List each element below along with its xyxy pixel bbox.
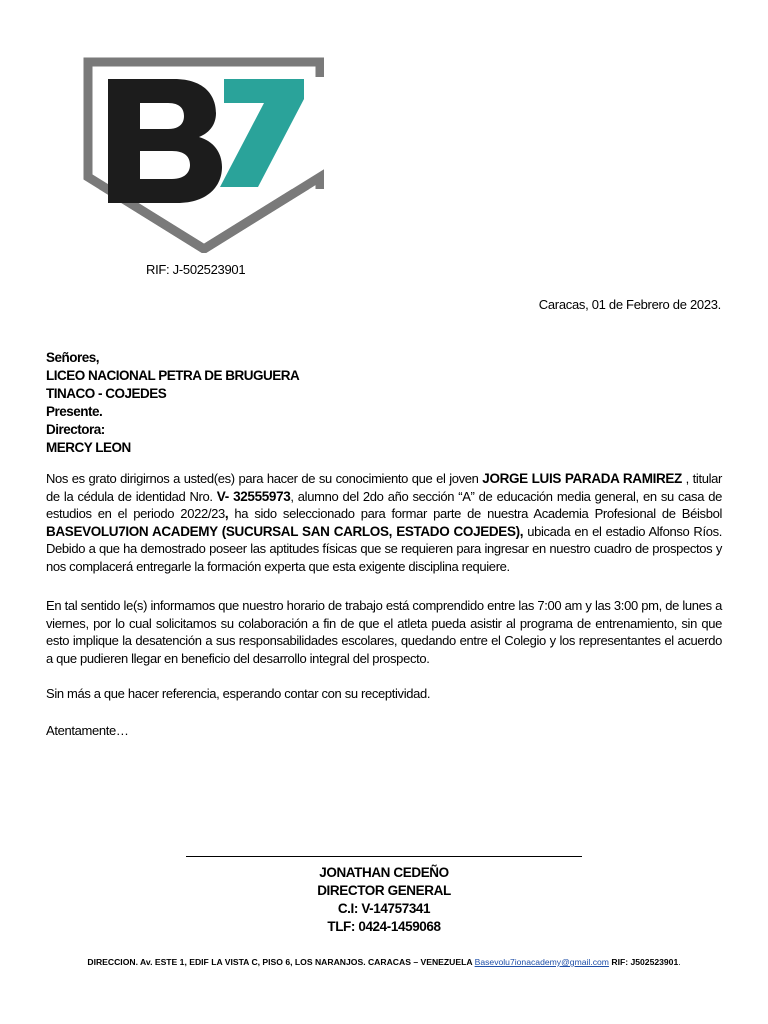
footer	[0, 957, 768, 967]
b7-logo	[82, 57, 324, 253]
footer-end: .	[678, 957, 681, 967]
addressee-block	[46, 349, 299, 457]
body-paragraph-3: Sin más a que hacer referencia, esperando contar con su receptividad.	[46, 686, 431, 701]
signer-ci: C.I: V-14757341	[337, 901, 431, 916]
signature-block	[186, 864, 582, 936]
p1-text-c: , alumno del 2do año sección “A” de educación media general, en su casa de estudios en el periodo 2022/23	[46, 488, 722, 521]
director-name: MERCY LEON	[46, 440, 131, 455]
signer-name: JONATHAN CEDEÑO	[319, 865, 449, 880]
footer-address: DIRECCION. Av. ESTE 1, EDIF LA VISTA C, PISO 6, LOS NARANJOS. CARACAS – VENEZUELA	[87, 957, 475, 967]
signer-title: DIRECTOR GENERAL	[317, 883, 451, 898]
footer-email-link[interactable]: Basevolu7ionacademy@gmail.com	[474, 957, 609, 967]
academy-name: BASEVOLU7ION ACADEMY (SUCURSAL SAN CARLOS, ESTADO COJEDES),	[46, 523, 524, 539]
signer-phone: TLF: 0424-1459068	[327, 919, 441, 934]
student-id: V- 32555973	[216, 488, 291, 504]
header-rif: RIF: J-502523901	[146, 262, 246, 277]
presente-label: Presente.	[46, 404, 103, 419]
p1-text-d: ha sido seleccionado para formar parte de nuestra Academia Profesional de Béisbol	[228, 506, 722, 521]
footer-rif: RIF: J502523901	[608, 957, 679, 967]
b7-logo-icon	[82, 57, 324, 253]
p1-text-b: , titular de la cédula de identidad Nro.	[46, 471, 722, 504]
body-paragraph-1	[46, 470, 722, 575]
closing: Atentamente…	[46, 723, 129, 738]
director-role: Directora:	[46, 422, 105, 437]
p1-text-e: ubicada en el estadio Alfonso Ríos. Debido a que ha demostrado poseer las aptitudes físicas que se requieren para ingresar en nuestro cuadro de prospectos y nos complacerá entregarle la formación experta que esta exigente disciplina requiere.	[46, 523, 722, 574]
signature-line	[186, 856, 582, 857]
institution-location: TINACO - COJEDES	[46, 386, 167, 401]
institution-name: LICEO NACIONAL PETRA DE BRUGUERA	[46, 368, 300, 383]
student-name: JORGE LUIS PARADA RAMIREZ	[482, 471, 682, 486]
p1-comma: ,	[224, 506, 229, 521]
body-paragraph-2: En tal sentido le(s) informamos que nuestro horario de trabajo está comprendido entre las 7:00 am y las 3:00 pm, de lunes a viernes, por lo cual solicitamos su colaboración a fin de que el atleta pueda asistir al programa de entrenamiento, sin que esto implique la desatención a sus responsabilidades escolares, quedando entre el Colegio y los representantes el acuerdo a que pudieren llegar en beneficio del desarrollo integral del prospecto.	[46, 598, 722, 666]
greeting: Señores,	[46, 350, 100, 365]
letter-date: Caracas, 01 de Febrero de 2023.	[538, 297, 721, 312]
p1-text-a: Nos es grato dirigirnos a usted(es) para hacer de su conocimiento que el joven	[46, 471, 483, 486]
